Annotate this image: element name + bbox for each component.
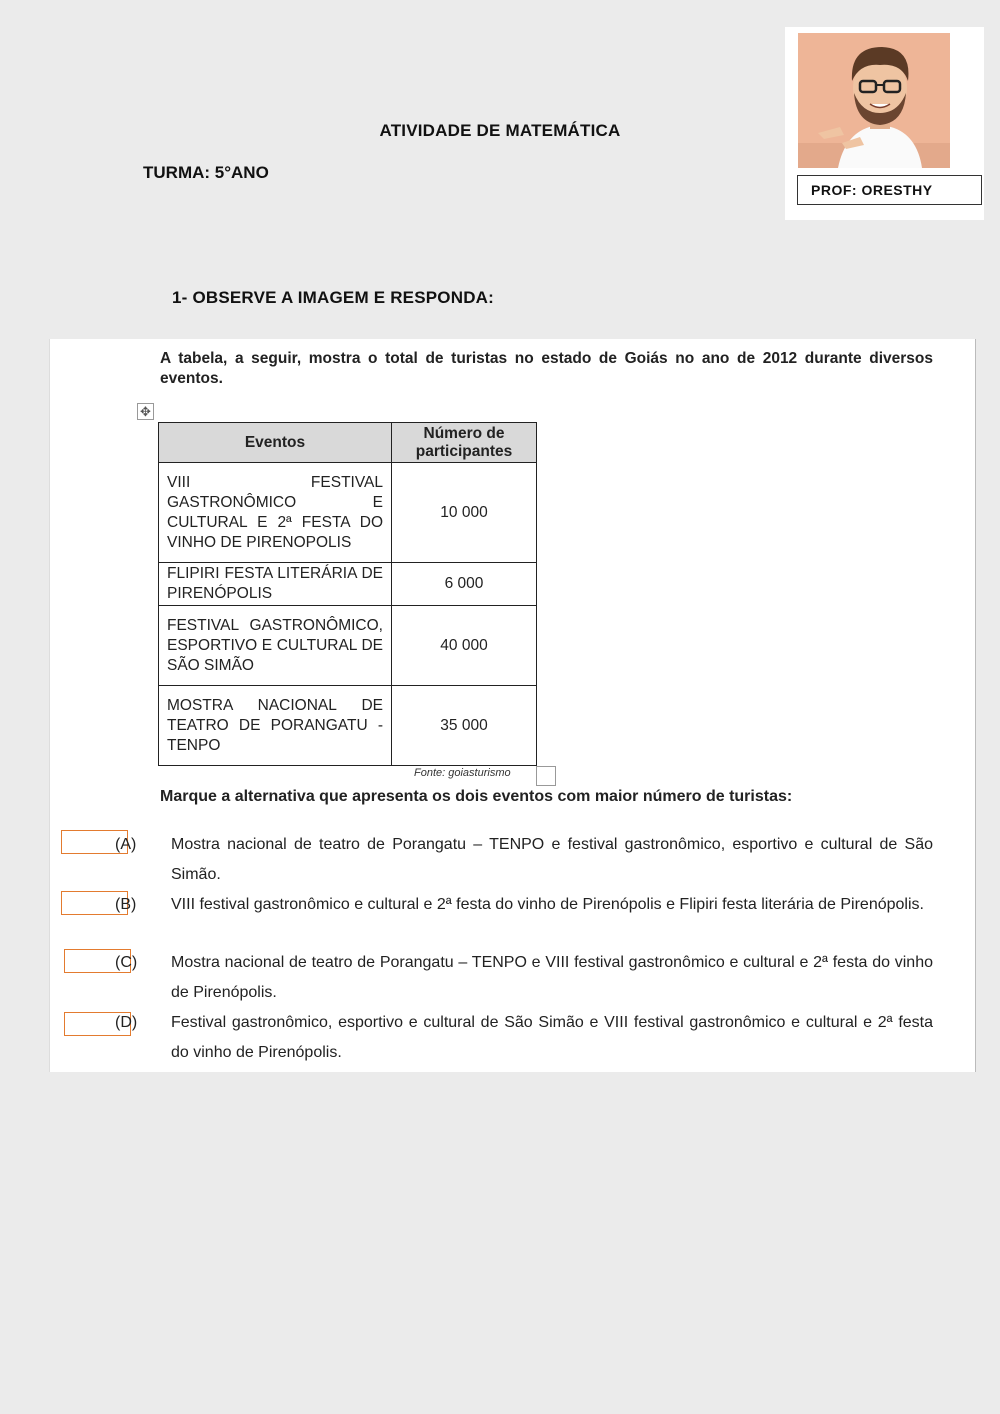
option-letter: (A)	[115, 836, 137, 853]
page-title: ATIVIDADE DE MATEMÁTICA	[379, 121, 621, 140]
event-participants: 35 000	[392, 686, 537, 766]
table-header-participants: Número de participantes	[392, 423, 537, 463]
table-row	[159, 606, 537, 686]
event-name: FLIPIRI FESTA LITERÁRIA DE PIRENÓPOLIS	[159, 563, 392, 606]
event-name: MOSTRA NACIONAL DE TEATRO DE PORANGATU - TENPO	[159, 686, 392, 766]
option-text: VIII festival gastronômico e cultural e 2ª festa do vinho de Pirenópolis e Flipiri festa literária de Pirenópolis.	[171, 896, 924, 913]
events-table	[158, 422, 537, 766]
event-participants: 6 000	[392, 563, 537, 606]
event-participants: 40 000	[392, 606, 537, 686]
anchor-box	[536, 766, 556, 786]
option-letter: (B)	[115, 896, 137, 913]
question-number-heading: 1- OBSERVE A IMAGEM E RESPONDA:	[172, 288, 495, 307]
table-row	[159, 463, 537, 563]
table-move-handle-icon[interactable]: ✥	[137, 403, 154, 420]
option-text: Mostra nacional de teatro de Porangatu – TENPO e festival gastronômico, esportivo e cultural de São Simão.	[171, 836, 933, 883]
table-row	[159, 686, 537, 766]
class-label: TURMA: 5°ANO	[143, 163, 269, 182]
option-b	[115, 890, 933, 920]
event-name: VIII FESTIVAL GASTRONÔMICO E CULTURAL E 2ª FESTA DO VINHO DE PIRENOPOLIS	[159, 463, 392, 563]
table-source: Fonte: goiasturismo	[414, 767, 511, 779]
option-d	[115, 1008, 933, 1068]
option-letter: (C)	[115, 954, 138, 971]
option-letter: (D)	[115, 1014, 138, 1031]
table-header-events: Eventos	[159, 423, 392, 463]
question-intro: A tabela, a seguir, mostra o total de turistas no estado de Goiás no ano de 2012 durante diversos eventos.	[160, 350, 933, 387]
event-name: FESTIVAL GASTRONÔMICO, ESPORTIVO E CULTURAL DE SÃO SIMÃO	[159, 606, 392, 686]
teacher-name-label: PROF: ORESTHY	[797, 175, 982, 205]
question-prompt: Marque a alternativa que apresenta os dois eventos com maior número de turistas:	[160, 788, 793, 805]
option-text: Festival gastronômico, esportivo e cultural de São Simão e VIII festival gastronômico e cultural e 2ª festa do vinho de Pirenópolis.	[171, 1014, 933, 1061]
option-text: Mostra nacional de teatro de Porangatu – TENPO e VIII festival gastronômico e cultural e 2ª festa do vinho de Pirenópolis.	[171, 954, 933, 1001]
teacher-avatar-image	[798, 33, 950, 168]
table-row	[159, 563, 537, 606]
option-a	[115, 830, 933, 890]
teacher-card	[785, 27, 984, 220]
event-participants: 10 000	[392, 463, 537, 563]
option-c	[115, 948, 933, 1008]
question-sheet	[49, 339, 976, 1072]
